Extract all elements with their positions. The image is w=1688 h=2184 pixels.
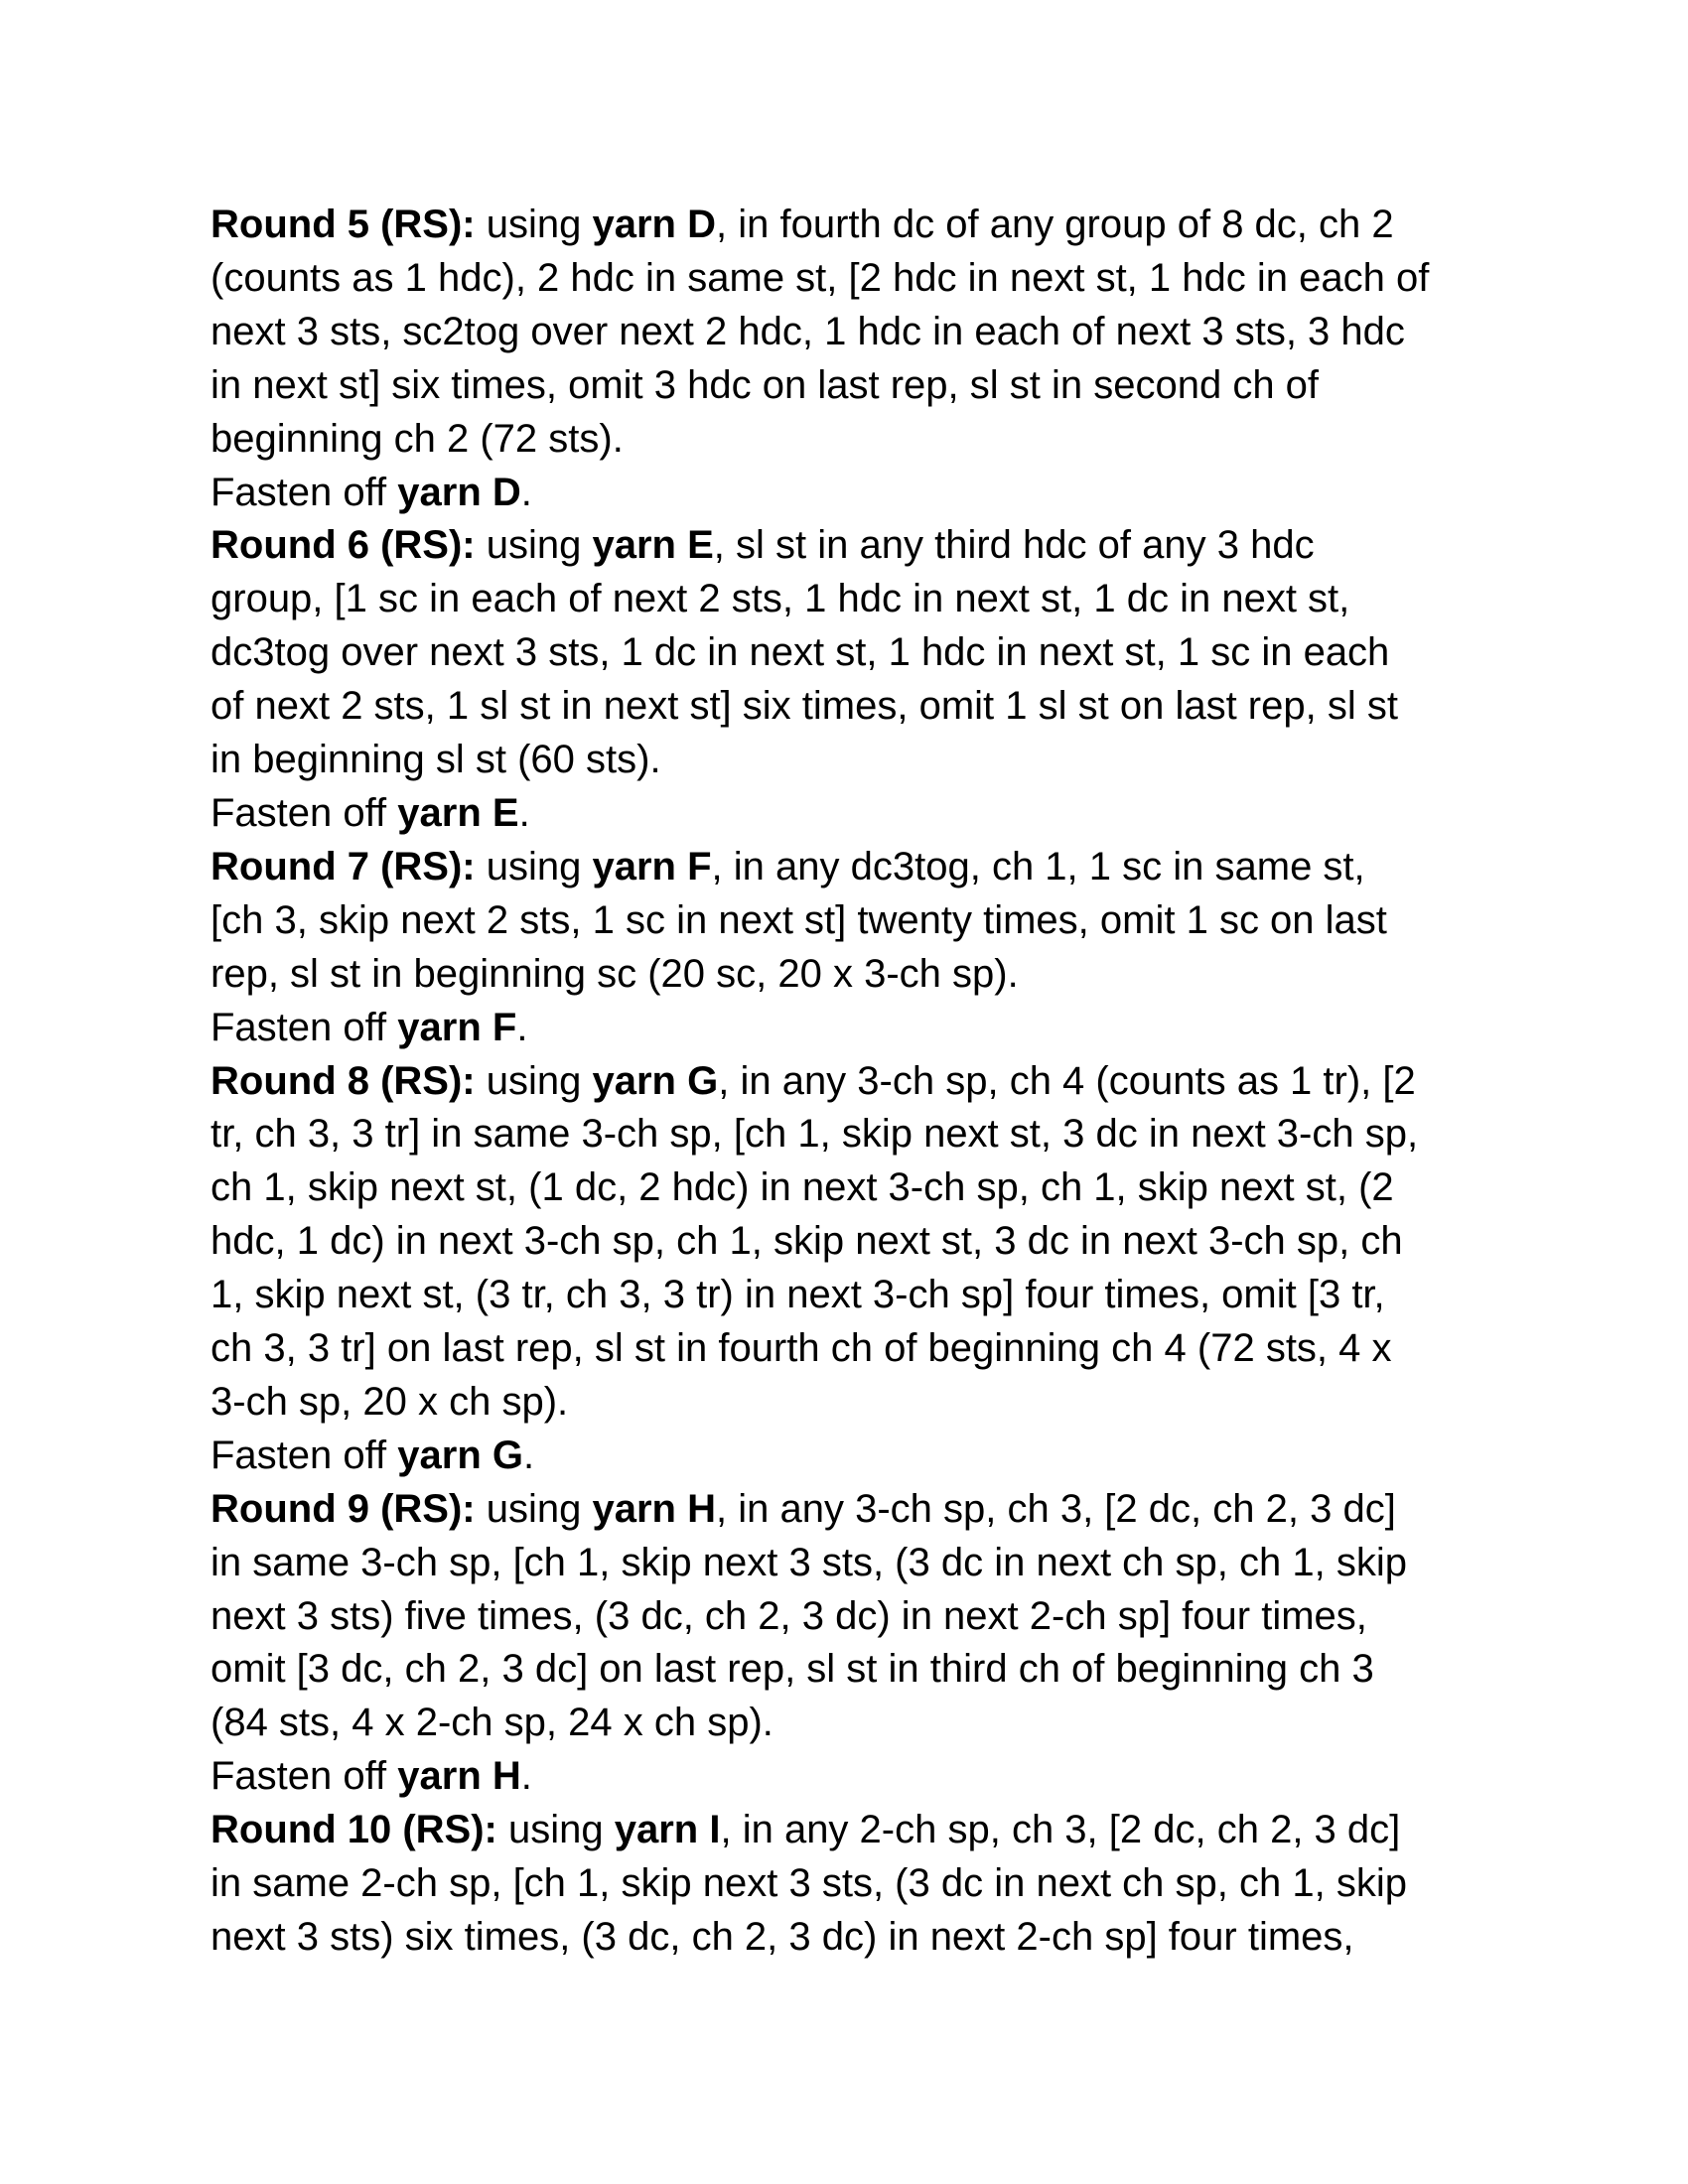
round-8-first-line <box>211 1055 1501 1109</box>
round-6-line-3: dc3tog over next 3 sts, 1 dc in next st, 1 hdc in next st, 1 sc in each <box>211 630 1390 675</box>
round-9-heading: Round 9 (RS): <box>211 1486 476 1531</box>
round-6-line-1: , sl st in any third hdc of any 3 hdc <box>713 523 1315 568</box>
round-6-line-4: of next 2 sts, 1 sl st in next st] six times, omit 1 sl st on last rep, sl st <box>211 684 1398 729</box>
fasten-prefix: Fasten off <box>211 1005 398 1049</box>
using-word: using <box>486 844 593 888</box>
round-5-line-1: , in fourth dc of any group of 8 dc, ch 2 <box>716 203 1394 246</box>
round-8-yarn: yarn G <box>592 1058 719 1103</box>
round-6-heading: Round 6 (RS): <box>211 523 476 568</box>
round-6-first-line <box>211 519 1501 573</box>
using-word: using <box>486 203 593 246</box>
period: . <box>518 790 530 835</box>
round-9-line-3: next 3 sts) five times, (3 dc, ch 2, 3 dc) in next 2-ch sp] four times, <box>211 1593 1367 1638</box>
round-9-line-2: in same 3-ch sp, [ch 1, skip next 3 sts, (3 dc in next ch sp, ch 1, skip <box>211 1540 1407 1584</box>
round-9-fasten-off <box>211 1750 1501 1804</box>
round-5-fasten-yarn: yarn D <box>397 470 521 514</box>
pattern-page <box>211 199 1501 1965</box>
using-word: using <box>486 523 593 568</box>
round-9-line-5: (84 sts, 4 x 2-ch sp, 24 x ch sp). <box>211 1701 774 1745</box>
round-8-heading: Round 8 (RS): <box>211 1058 476 1103</box>
round-10-heading: Round 10 (RS): <box>211 1808 497 1852</box>
round-8-line-7: 3-ch sp, 20 x ch sp). <box>211 1379 569 1424</box>
round-10-line-2: in same 2-ch sp, [ch 1, skip next 3 sts, (3 dc in next ch sp, ch 1, skip <box>211 1861 1407 1906</box>
round-7-line-2: [ch 3, skip next 2 sts, 1 sc in next st] twenty times, omit 1 sc on last <box>211 897 1387 942</box>
period: . <box>522 1433 535 1477</box>
round-5-line-3: next 3 sts, sc2tog over next 2 hdc, 1 hdc in each of next 3 sts, 3 hdc <box>211 309 1405 353</box>
round-7-first-line <box>211 841 1501 894</box>
round-8-block <box>211 1055 1501 1483</box>
round-10-block <box>211 1804 1501 1965</box>
round-5-block <box>211 199 1501 519</box>
period: . <box>520 470 532 514</box>
round-8-fasten-off <box>211 1430 1501 1483</box>
round-10-yarn: yarn I <box>614 1808 721 1852</box>
period: . <box>516 1005 528 1049</box>
round-8-line-6: ch 3, 3 tr] on last rep, sl st in fourth ch of beginning ch 4 (72 sts, 4 x <box>211 1326 1392 1371</box>
round-6-line-5: in beginning sl st (60 sts). <box>211 738 661 782</box>
round-9-first-line <box>211 1483 1501 1537</box>
round-8-line-1: , in any 3-ch sp, ch 4 (counts as 1 tr), [2 <box>718 1058 1416 1103</box>
fasten-prefix: Fasten off <box>211 1754 398 1799</box>
round-6-fasten-yarn: yarn E <box>397 790 519 835</box>
round-6-block <box>211 519 1501 840</box>
round-10-line-1: , in any 2-ch sp, ch 3, [2 dc, ch 2, 3 dc] <box>720 1808 1401 1852</box>
round-10-first-line <box>211 1804 1501 1857</box>
period: . <box>520 1754 532 1799</box>
round-7-heading: Round 7 (RS): <box>211 844 476 888</box>
round-9-line-4: omit [3 dc, ch 2, 3 dc] on last rep, sl st in third ch of beginning ch 3 <box>211 1647 1374 1692</box>
round-9-block <box>211 1483 1501 1804</box>
round-5-first-line <box>211 199 1501 252</box>
using-word: using <box>486 1058 593 1103</box>
round-8-fasten-yarn: yarn G <box>397 1433 523 1477</box>
round-9-fasten-yarn: yarn H <box>397 1754 521 1799</box>
round-6-fasten-off <box>211 787 1501 841</box>
round-8-line-2: tr, ch 3, 3 tr] in same 3-ch sp, [ch 1, skip next st, 3 dc in next 3-ch sp, <box>211 1112 1419 1157</box>
round-8-line-4: hdc, 1 dc) in next 3-ch sp, ch 1, skip next st, 3 dc in next 3-ch sp, ch <box>211 1219 1403 1264</box>
round-7-line-3: rep, sl st in beginning sc (20 sc, 20 x 3-ch sp). <box>211 951 1019 996</box>
fasten-prefix: Fasten off <box>211 790 398 835</box>
round-5-line-4: in next st] six times, omit 3 hdc on last rep, sl st in second ch of <box>211 362 1320 407</box>
round-5-line-5: beginning ch 2 (72 sts). <box>211 416 624 461</box>
round-5-fasten-off <box>211 467 1501 520</box>
round-7-fasten-off <box>211 1002 1501 1055</box>
round-5-line-2: (counts as 1 hdc), 2 hdc in same st, [2 hdc in next st, 1 hdc in each of <box>211 255 1430 300</box>
round-8-line-3: ch 1, skip next st, (1 dc, 2 hdc) in next 3-ch sp, ch 1, skip next st, (2 <box>211 1165 1394 1210</box>
round-9-line-1: , in any 3-ch sp, ch 3, [2 dc, ch 2, 3 dc] <box>716 1486 1396 1531</box>
using-word: using <box>486 1486 593 1531</box>
round-7-line-1: , in any dc3tog, ch 1, 1 sc in same st, <box>711 844 1365 888</box>
round-7-fasten-yarn: yarn F <box>397 1005 517 1049</box>
round-5-yarn: yarn D <box>592 203 716 246</box>
fasten-prefix: Fasten off <box>211 470 398 514</box>
using-word: using <box>508 1808 615 1852</box>
round-10-line-3: next 3 sts) six times, (3 dc, ch 2, 3 dc) in next 2-ch sp] four times, <box>211 1915 1354 1959</box>
round-8-line-5: 1, skip next st, (3 tr, ch 3, 3 tr) in next 3-ch sp] four times, omit [3 tr, <box>211 1273 1385 1317</box>
round-9-yarn: yarn H <box>592 1486 716 1531</box>
round-7-yarn: yarn F <box>592 844 712 888</box>
round-7-block <box>211 841 1501 1055</box>
round-5-heading: Round 5 (RS): <box>211 203 476 246</box>
round-6-line-2: group, [1 sc in each of next 2 sts, 1 hdc in next st, 1 dc in next st, <box>211 577 1350 621</box>
round-6-yarn: yarn E <box>592 523 714 568</box>
fasten-prefix: Fasten off <box>211 1433 398 1477</box>
